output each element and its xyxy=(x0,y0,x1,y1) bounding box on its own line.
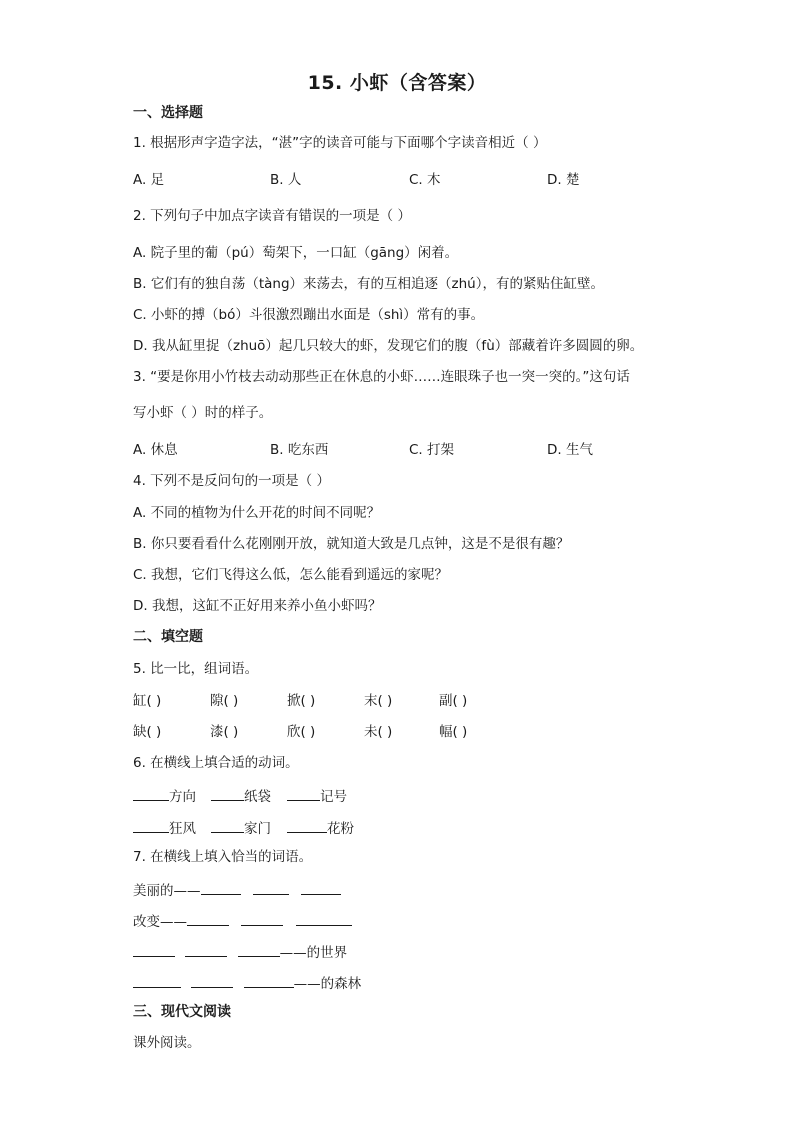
q6-row2-item: 家门 xyxy=(211,818,271,838)
q7-line-1: 美丽的—— xyxy=(133,880,341,900)
answer-blank[interactable] xyxy=(187,911,229,926)
q6-row2-item: 花粉 xyxy=(287,818,354,838)
answer-blank[interactable] xyxy=(133,818,169,833)
q6-row1-item: 记号 xyxy=(287,786,347,806)
section-heading-fill: 二、填空题 xyxy=(133,629,203,645)
question-7-stem: 7. 在横线上填入恰当的词语。 xyxy=(133,849,313,865)
question-2-option-a: A. 院子里的葡（pú）萄架下，一口缸（gāng）闲着。 xyxy=(133,245,459,261)
answer-blank[interactable] xyxy=(296,911,352,926)
answer-blank[interactable] xyxy=(211,818,244,833)
question-5-stem: 5. 比一比，组词语。 xyxy=(133,661,259,677)
answer-blank[interactable] xyxy=(287,818,327,833)
question-4-option-d: D. 我想，这缸不正好用来养小鱼小虾吗？ xyxy=(133,598,382,614)
page-title: 15. 小虾（含答案） xyxy=(307,72,487,94)
answer-blank[interactable] xyxy=(211,786,244,801)
question-1-option-a: A. 足 xyxy=(133,172,165,188)
answer-blank[interactable] xyxy=(241,911,283,926)
answer-blank[interactable] xyxy=(253,880,289,895)
q5-row1-item: 副( ) xyxy=(439,693,468,709)
q5-row1-item: 隙( ) xyxy=(210,693,239,709)
q5-row2-item: 未( ) xyxy=(364,724,393,740)
answer-blank[interactable] xyxy=(287,786,320,801)
q5-row1-item: 缸( ) xyxy=(133,693,162,709)
question-2-option-d: D. 我从缸里捉（zhuō）起几只较大的虾，发现它们的腹（fù）部藏着许多圆圆的卵。 xyxy=(133,338,644,354)
question-4-option-b: B. 你只要看看什么花刚刚开放，就知道大致是几点钟，这是不是很有趣？ xyxy=(133,536,570,552)
answer-blank[interactable] xyxy=(133,942,175,957)
question-1-stem: 1. 根据形声字造字法，“湛”字的读音可能与下面哪个字读音相近（ ） xyxy=(133,135,547,151)
q6-row1-item: 方向 xyxy=(133,786,196,806)
question-3-option-c: C. 打架 xyxy=(409,442,455,458)
answer-blank[interactable] xyxy=(191,973,233,988)
reading-intro: 课外阅读。 xyxy=(133,1035,201,1051)
q5-row1-item: 掀( ) xyxy=(287,693,316,709)
question-3-option-a: A. 休息 xyxy=(133,442,178,458)
question-2-option-b: B. 它们有的独自荡（tàng）来荡去，有的互相追逐（zhú），有的紧贴住缸壁。 xyxy=(133,276,604,292)
q5-row1-item: 末( ) xyxy=(364,693,393,709)
question-2-stem: 2. 下列句子中加点字读音有错误的一项是（ ） xyxy=(133,208,411,224)
answer-blank[interactable] xyxy=(133,973,181,988)
question-4-option-a: A. 不同的植物为什么开花的时间不同呢？ xyxy=(133,505,381,521)
q7-line-2: 改变—— xyxy=(133,911,352,931)
q5-row2-item: 幅( ) xyxy=(439,724,468,740)
question-1-option-b: B. 人 xyxy=(270,172,302,188)
answer-blank[interactable] xyxy=(185,942,227,957)
answer-blank[interactable] xyxy=(301,880,341,895)
question-3-stem-line1: 3. “要是你用小竹枝去动动那些正在休息的小虾……连眼珠子也一突一突的。”这句话 xyxy=(133,369,630,385)
q6-row1-item: 纸袋 xyxy=(211,786,271,806)
question-2-option-c: C. 小虾的搏（bó）斗很激烈蹦出水面是（shì）常有的事。 xyxy=(133,307,485,323)
question-1-option-c: C. 木 xyxy=(409,172,441,188)
q6-row2-item: 狂风 xyxy=(133,818,196,838)
answer-blank[interactable] xyxy=(133,786,169,801)
q7-line-3: ——的世界 xyxy=(133,942,347,962)
answer-blank[interactable] xyxy=(244,973,294,988)
question-6-stem: 6. 在横线上填合适的动词。 xyxy=(133,755,299,771)
answer-blank[interactable] xyxy=(238,942,280,957)
question-3-option-b: B. 吃东西 xyxy=(270,442,329,458)
q5-row2-item: 欣( ) xyxy=(287,724,316,740)
question-4-stem: 4. 下列不是反问句的一项是（ ） xyxy=(133,473,330,489)
question-3-stem-line2: 写小虾（ ）时的样子。 xyxy=(133,405,273,421)
question-1-option-d: D. 楚 xyxy=(547,172,580,188)
section-heading-reading: 三、现代文阅读 xyxy=(133,1004,231,1020)
answer-blank[interactable] xyxy=(201,880,241,895)
section-heading-choice: 一、选择题 xyxy=(133,105,203,121)
question-3-option-d: D. 生气 xyxy=(547,442,593,458)
question-4-option-c: C. 我想，它们飞得这么低，怎么能看到遥远的家呢？ xyxy=(133,567,449,583)
q5-row2-item: 缺( ) xyxy=(133,724,162,740)
q7-line-4: ——的森林 xyxy=(133,973,361,993)
q5-row2-item: 漆( ) xyxy=(210,724,239,740)
